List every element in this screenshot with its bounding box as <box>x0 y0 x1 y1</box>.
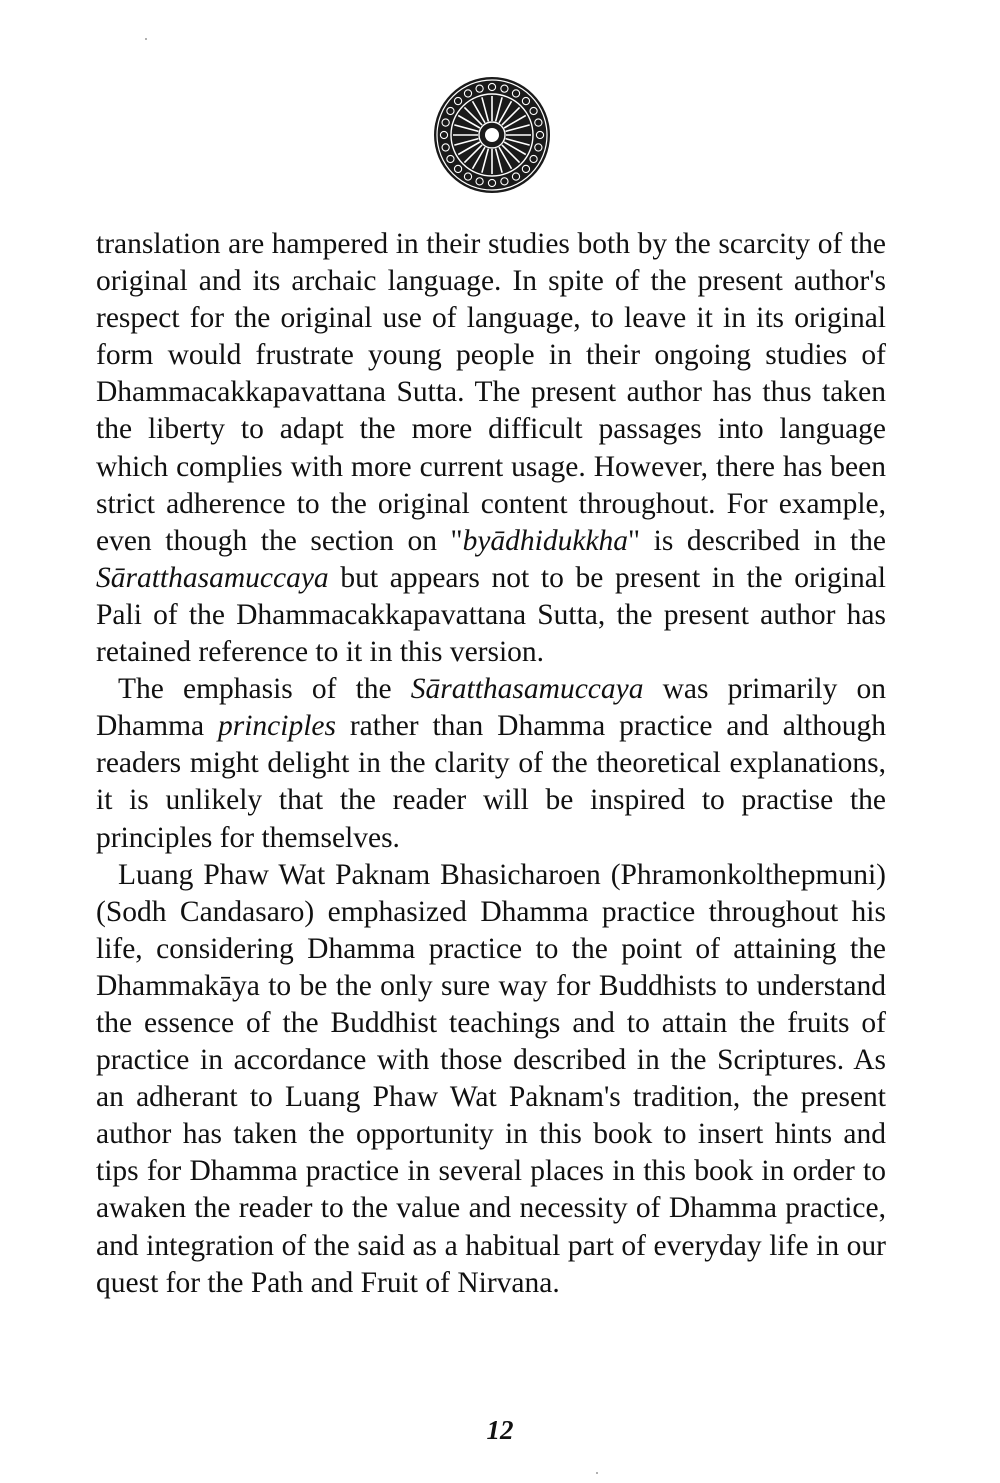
text-run: was primarily on Dhamma <box>96 673 886 743</box>
body-text <box>96 226 886 1302</box>
paragraph <box>96 226 886 671</box>
scan-speck <box>145 38 147 40</box>
italic-text: Sāratthasamuccaya <box>410 673 644 706</box>
text-run: translation are hampered in their studies both by the scarcity of the original and its archaic language. In spite of the present author's respect for the original use of language, to leave it in its original form would frustrate young people in their ongoing studies of Dhammacakkapavattana Sutta. The present author has thus taken the liberty to adapt the more difficult passages into language which complies with more current usage. However, there has been strict adherence to the original content throughout. For example, even though the section on " <box>96 228 886 557</box>
italic-text: Sāratthasamuccaya <box>96 561 329 594</box>
italic-text: byādhidukkha <box>462 524 629 557</box>
dharma-wheel-icon <box>432 75 552 195</box>
scan-speck <box>596 1472 598 1474</box>
text-run: but appears not to be present in the original Pali of the Dhammacakkapavattana Sutta, the present author has retained reference to it in this version. <box>96 561 886 669</box>
italic-text: principles <box>218 710 336 743</box>
text-run: The emphasis of the <box>118 673 411 706</box>
paragraph <box>96 857 886 1302</box>
text-run: Luang Phaw Wat Paknam Bhasicharoen (Phramonkolthepmuni) (Sodh Candasaro) emphasized Dhamma practice throughout his life, considering Dhamma practice to the point of attaining the Dhammakāya to be the only sure way for Buddhists to understand the essence of the Buddhist teachings and to attain the fruits of practice in accordance with those described in the Scriptures. As an adherant to Luang Phaw Wat Paknam's tradition, the present author has taken the opportunity in this book to insert hints and tips for Dhamma practice in several places in this book in order to awaken the reader to the value and necessity of Dhamma practice, and integration of the said as a habitual part of everyday life in our quest for the Path and Fruit of Nirvana. <box>96 858 886 1299</box>
paragraph <box>96 671 886 856</box>
text-run: rather than Dhamma practice and although readers might delight in the clarity of the theoretical explanations, it is unlikely that the reader will be inspired to practise the principles for themselves. <box>96 710 887 854</box>
page-number: 12 <box>486 1415 514 1445</box>
text-run: " is described in the <box>628 524 887 557</box>
